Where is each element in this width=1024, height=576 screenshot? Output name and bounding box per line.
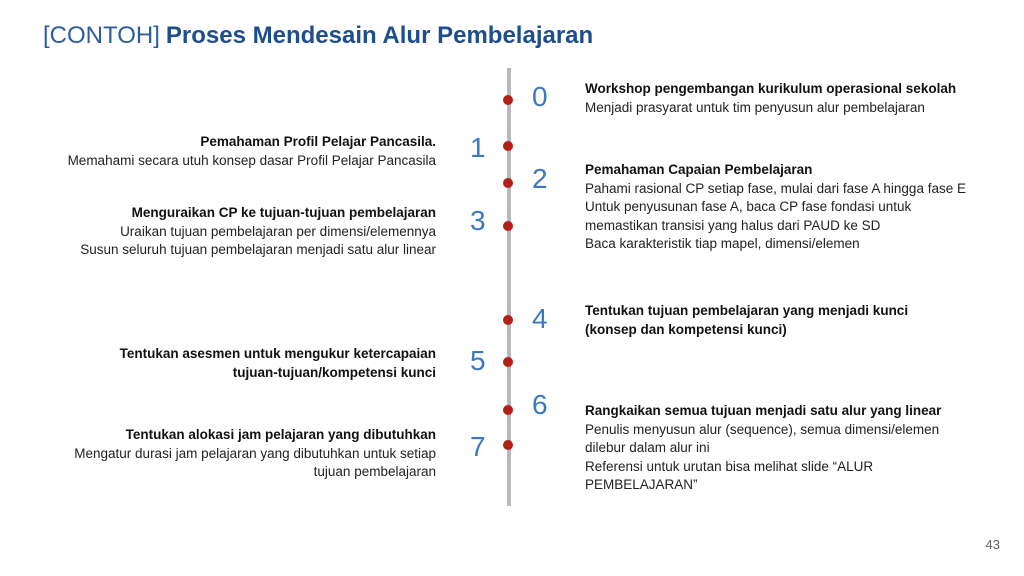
step-6-line-1: dilebur dalam alur ini — [585, 440, 710, 455]
timeline-dot-6 — [503, 405, 513, 415]
step-3-line-1: Susun seluruh tujuan pembelajaran menjadi satu alur linear — [80, 242, 436, 257]
timeline-dot-2 — [503, 178, 513, 188]
timeline-dot-7 — [503, 440, 513, 450]
step-5-heading: Tentukan asesmen untuk mengukur ketercapaian — [119, 346, 436, 361]
step-6-line-0: Penulis menyusun alur (sequence), semua dimensi/elemen — [585, 421, 940, 437]
step-3-line-0: Uraikan tujuan pembelajaran per dimensi/elemennya — [120, 223, 436, 239]
timeline-dot-0 — [503, 95, 513, 105]
step-2-text — [585, 161, 1005, 254]
step-0-heading: Workshop pengembangan kurikulum operasional sekolah — [585, 81, 957, 96]
step-number-0: 0 — [532, 81, 548, 112]
step-number-2: 2 — [532, 163, 548, 194]
step-1-text — [0, 133, 436, 170]
step-5-heading-2: tujuan-tujuan/kompetensi kunci — [232, 364, 436, 380]
step-number-6: 6 — [532, 389, 548, 420]
timeline-dot-4 — [503, 315, 513, 325]
step-number-4: 4 — [532, 303, 548, 334]
step-number-7: 7 — [470, 431, 486, 462]
step-1-line-0: Memahami secara utuh konsep dasar Profil Pelajar Pancasila — [67, 152, 436, 168]
step-0-line-0: Menjadi prasyarat untuk tim penyusun alur pembelajaran — [585, 99, 925, 115]
step-4-heading: Tentukan tujuan pembelajaran yang menjadi kunci — [585, 303, 909, 318]
step-7-line-1: tujuan pembelajaran — [313, 464, 436, 479]
timeline-dot-1 — [503, 141, 513, 151]
step-3-heading: Menguraikan CP ke tujuan-tujuan pembelajaran — [131, 205, 436, 220]
step-5-text — [0, 345, 436, 382]
step-4-text — [585, 302, 1005, 339]
step-3-text — [0, 204, 436, 260]
step-1-heading: Pemahaman Profil Pelajar Pancasila. — [200, 134, 436, 149]
step-7-heading: Tentukan alokasi jam pelajaran yang dibutuhkan — [125, 427, 436, 442]
step-4-heading-2: (konsep dan kompetensi kunci) — [585, 321, 787, 337]
title-main: Proses Mendesain Alur Pembelajaran — [165, 22, 594, 49]
step-6-line-3: PEMBELAJARAN” — [585, 477, 698, 492]
page-number: 43 — [985, 537, 1000, 552]
step-6-line-2: Referensi untuk urutan bisa melihat slide “ALUR — [585, 458, 874, 474]
step-7-text — [0, 426, 436, 482]
step-number-3: 3 — [470, 205, 486, 236]
step-2-line-2: memastikan transisi yang halus dari PAUD ke SD — [585, 217, 881, 233]
page-title — [43, 22, 593, 50]
step-2-line-0: Pahami rasional CP setiap fase, mulai dari fase A hingga fase E — [585, 180, 966, 196]
step-2-heading: Pemahaman Capaian Pembelajaran — [585, 162, 813, 177]
step-7-line-0: Mengatur durasi jam pelajaran yang dibutuhkan untuk setiap — [74, 445, 436, 461]
step-6-text — [585, 402, 1005, 495]
step-number-5: 5 — [470, 345, 486, 376]
step-number-1: 1 — [470, 132, 486, 163]
step-0-text — [585, 80, 1005, 117]
step-2-line-3: Baca karakteristik tiap mapel, dimensi/elemen — [585, 236, 860, 251]
timeline-dot-5 — [503, 357, 513, 367]
title-tag: [CONTOH] — [43, 22, 160, 49]
step-6-heading: Rangkaikan semua tujuan menjadi satu alur yang linear — [585, 403, 942, 418]
step-2-line-1: Untuk penyusunan fase A, baca CP fase fondasi untuk — [585, 199, 912, 214]
timeline-dot-3 — [503, 221, 513, 231]
